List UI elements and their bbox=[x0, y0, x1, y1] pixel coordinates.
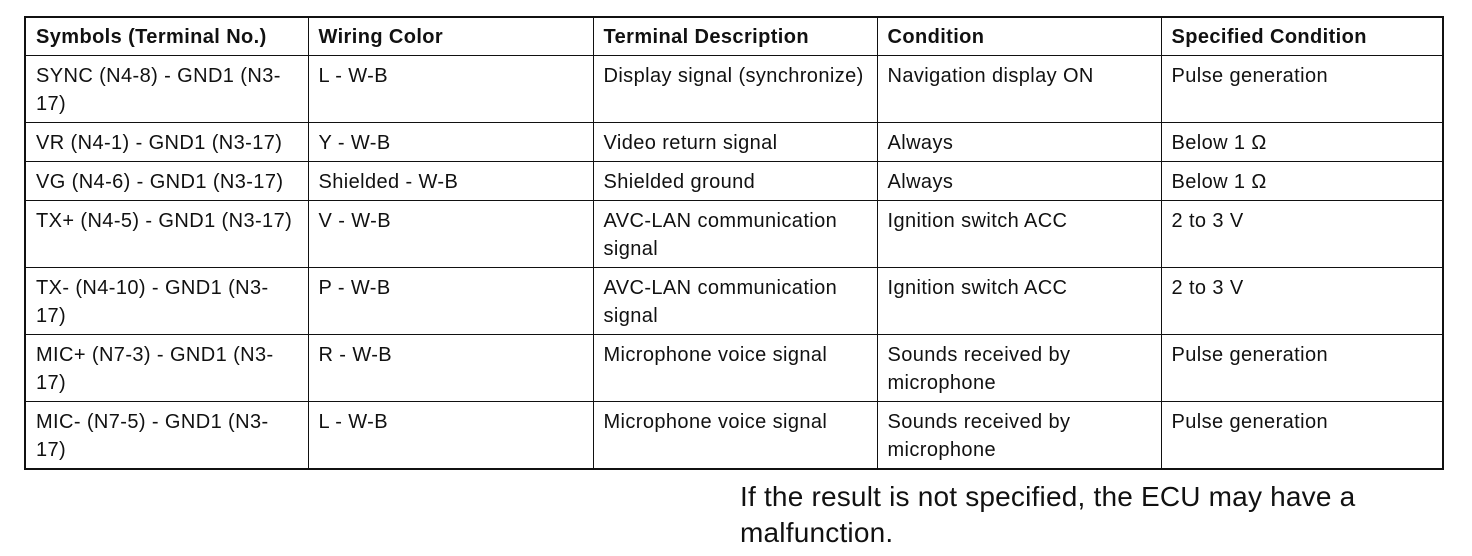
cell-wiring-color: P - W-B bbox=[308, 268, 593, 335]
cell-terminal-description: AVC-LAN communication signal bbox=[593, 268, 877, 335]
cell-wiring-color: V - W-B bbox=[308, 201, 593, 268]
cell-condition: Always bbox=[877, 123, 1161, 162]
cell-specified-condition: 2 to 3 V bbox=[1161, 201, 1443, 268]
cell-symbols: TX- (N4-10) - GND1 (N3-17) bbox=[25, 268, 308, 335]
cell-specified-condition: 2 to 3 V bbox=[1161, 268, 1443, 335]
cell-specified-condition: Pulse generation bbox=[1161, 402, 1443, 470]
cell-symbols: SYNC (N4-8) - GND1 (N3-17) bbox=[25, 56, 308, 123]
cell-wiring-color: Shielded - W-B bbox=[308, 162, 593, 201]
table-row bbox=[25, 402, 1443, 470]
table-row bbox=[25, 268, 1443, 335]
cell-condition: Navigation display ON bbox=[877, 56, 1161, 123]
header-terminal-description: Terminal Description bbox=[593, 17, 877, 56]
cell-condition: Ignition switch ACC bbox=[877, 268, 1161, 335]
specification-table bbox=[24, 16, 1444, 470]
cell-terminal-description: Display signal (synchronize) bbox=[593, 56, 877, 123]
cell-specified-condition: Below 1 Ω bbox=[1161, 162, 1443, 201]
cell-wiring-color: R - W-B bbox=[308, 335, 593, 402]
table-row bbox=[25, 335, 1443, 402]
table-row bbox=[25, 162, 1443, 201]
cell-terminal-description: Video return signal bbox=[593, 123, 877, 162]
cell-terminal-description: Microphone voice signal bbox=[593, 335, 877, 402]
cell-condition: Sounds received by microphone bbox=[877, 402, 1161, 470]
header-wiring-color: Wiring Color bbox=[308, 17, 593, 56]
cell-condition: Ignition switch ACC bbox=[877, 201, 1161, 268]
header-specified-condition: Specified Condition bbox=[1161, 17, 1443, 56]
table-row bbox=[25, 56, 1443, 123]
table-row bbox=[25, 201, 1443, 268]
cell-specified-condition: Pulse generation bbox=[1161, 56, 1443, 123]
cell-symbols: MIC+ (N7-3) - GND1 (N3-17) bbox=[25, 335, 308, 402]
cell-wiring-color: L - W-B bbox=[308, 56, 593, 123]
table-row bbox=[25, 123, 1443, 162]
cell-symbols: VR (N4-1) - GND1 (N3-17) bbox=[25, 123, 308, 162]
header-condition: Condition bbox=[877, 17, 1161, 56]
cell-wiring-color: L - W-B bbox=[308, 402, 593, 470]
cell-terminal-description: AVC-LAN communication signal bbox=[593, 201, 877, 268]
cell-symbols: VG (N4-6) - GND1 (N3-17) bbox=[25, 162, 308, 201]
cell-wiring-color: Y - W-B bbox=[308, 123, 593, 162]
cell-symbols: MIC- (N7-5) - GND1 (N3-17) bbox=[25, 402, 308, 470]
cell-terminal-description: Microphone voice signal bbox=[593, 402, 877, 470]
cell-symbols: TX+ (N4-5) - GND1 (N3-17) bbox=[25, 201, 308, 268]
cell-specified-condition: Below 1 Ω bbox=[1161, 123, 1443, 162]
header-symbols: Symbols (Terminal No.) bbox=[25, 17, 308, 56]
cell-condition: Sounds received by microphone bbox=[877, 335, 1161, 402]
table-header-row bbox=[25, 17, 1443, 56]
cell-terminal-description: Shielded ground bbox=[593, 162, 877, 201]
cell-condition: Always bbox=[877, 162, 1161, 201]
cell-specified-condition: Pulse generation bbox=[1161, 335, 1443, 402]
result-note: If the result is not specified, the ECU may have a malfunction. bbox=[740, 481, 1356, 548]
